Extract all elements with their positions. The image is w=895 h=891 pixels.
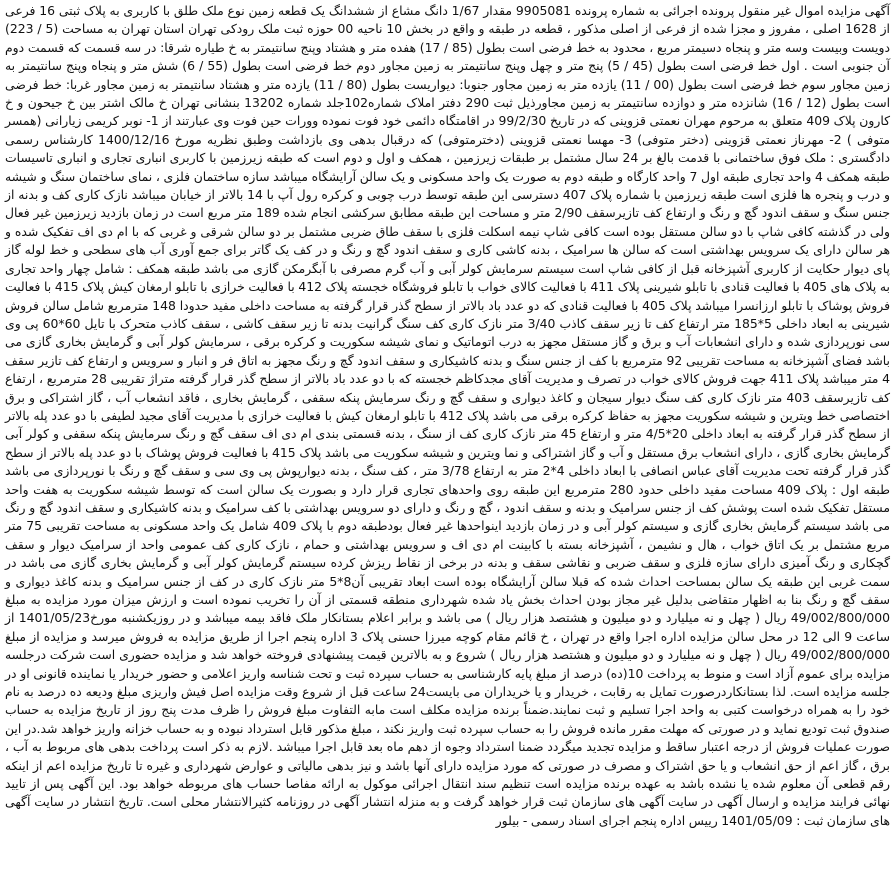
- notice-body-text: آگهی مزایده اموال غیر منقول پرونده اجرائی به شماره پرونده 9905081 مقدار 1/67 دانگ مشاع از ششدانگ یک قطعه زمین نوع ملک طلق با کاربری به پلاک ثبتی 16 فرعی از 1628 اصلی ، مفروز و مجزا شده از فرعی از اصلی مذکور ، قطعه در طبقه و واقع در بخش 10 ناحیه 00 حوزه ثبت ملک رودکی تهران استان تهران به مساحت (5 / 223) دویست وبیست وسه متر و پنجاه دسیمتر مربع ، محدود به خط فرضی است بطول (85 / 17) هفده متر و هشتاد وپنج سانتیمتر به خ طیاره شرقا: در سه قسمت که قسمت دوم آن جنوبی است . اول خط فرضی است بطول (45 / 5) پنج متر و چهل وپنج سانتیمتر به زمین مجاور دوم خط فرضی است بطول (55 / 6) شش متر و پنجاه وپنج سانتیمتر به زمین مجاور سوم خط فرضی است بطول (00 / 11) یازده متر به زمین مجاور جنوبا: دیواریست بطول (80 / 11) یازده متر و هشتاد سانتیمتر به زمین مجاور غربا: خط فرضی است بطول (12 / 16) شانزده متر و دوازده سانتیمتر به زمین مجاورذیل ثبت 290 دفتر املاک شماره102جلد شماره 13202 بنشانی تهران خ مالک اشتر بین خ جیحون و خ کارون پلاک 409 متعلق به مرحوم مهران نعمتی قزوینی که در تاریخ 99/2/30 در اقامتگاه دائمی خود فوت نموده وورات حین فوت وی عبارتند از 1- نوبر کریمی زیارانی (همسر متوفی ) 2- مهرناز نعمتی قزوینی (دختر متوفی) 3- مهسا نعمتی قزوینی (دخترمتوفی) که درقبال بدهی وی بازداشت وطبق نظریه مورخ 1400/12/16 کارشناس رسمی دادگستری : ملک فوق ساختمانی با قدمت بالغ بر 24 سال مشتمل بر طبقات زیرزمین ، همکف و اول و دوم است که طبقه زیرزمین با کاربری انباری تجاری و انباری تاسیسات طبقه همکف 4 واحد تجاری طبقه اول 7 واحد کارگاه و طبقه دوم به صورت یک واحد مسکونی و یک سالن آرایشگاه میباشد سازه ساختمان فلزی ، نمای ساختمان سنگ و شیشه و درب و پنجره ها فلزی است طبقه زیرزمین با شماره پلاک 407 دسترسی این طبقه توسط درب چوبی و کرکره رول آپ با 14 بالاتر از خیابان میباشد نازک کاری کف و بدنه از جنس سنگ و سقف اندود گچ و رنگ و ارتفاع کف تازیرسقف 2/90 متر و مساحت این طبقه مطابق سرکشی انجام شده 189 متر مربع است در زمان بازدید زیرزمین غیر فعال ولی در گذشته کافی شاپ با دو سالن مستقل بوده است کافی شاپ نیمه اسکلت فلزی با سقف طاق ضربی مشتمل بر دو سالن شرقی و غربی که با ام دی اف تفکیک شده و هر سالن دارای یک سرویس بهداشتی است که سالن ها سرامیک ، بدنه کاشی کاری و سقف اندود گچ و رنگ و در کف یک گاتر برای جمع آوری آب های سطحی و خط لوله گاز پای دیوار حکایت از کاربری آشپزخانه قبل از کافی شاپ است سیستم سرمایش کولر آبی و آب گرم مصرفی با آبگرمکن گازی می باشد طبقه همکف : شامل چهار واحد تجاری به پلاک های 405 با فعالیت قنادی با تابلو شیرینی پلاک 411 با فعالیت کالای خواب با تابلو فروشگاه خجسته پلاک 412 با فعالیت خرازی با تابلو ارمغان کیش پلاک 415 با فعالیت فروش پوشاک با تابلو ارزانسرا میباشد پلاک 405 با فعالیت قنادی که دو عدد باد بالاتر از سطح گذر قرار گرفته به مساحت داخلی مفید حدودا 148 مترمربع شامل سالن فروش شیرینی به ابعاد داخلی 5*185 متر ارتفاع کف تا زیر سقف کاذب 3/40 متر نازک کاری کف سنگ گرانیت بدنه تا زیر سقف کاشی ، سقف کاذب متحرک با تایل 60*60 پی وی سی نورپردازی شده و دارای انشعابات آب و برق و گاز مستقل مجهز به درب اتوماتیک و نمای شیشه سکوریت و کرکره برقی ، سرمایش کولر آبی و گرمایش بخاری گازی می باشد فضای آشپزخانه به مساحت تقریبی 92 مترمربع با کف از جنس سنگ و بدنه کاشیکاری و سقف اندود گچ و رنگ مجهز به اتاق فر و انبار و سرویس و ارتفاع کف تازیر سقف 4 متر میباشد پلاک 411 جهت فروش کالای خواب در تصرف و مدیریت آقای مجدکاظم خجسته که با دو عدد باد بالاتر از سطح گذر قرار گرفته متراژ تقریبی 28 مترمربع ، ارتفاع کف تازیرسقف 403 متر نازک کاری کف سنگ دیوار سیجان و کاغذ دیواری و سقف گچ و رنگ سرمایش پنکه سقفی ، گرمایش بخاری ، فاقد انشعاب آب ، گاز اشتراکی و برق اختصاصی خط ویترین و شیشه سکوریت مجهز به حفاظ کرکره برقی می باشد پلاک 412 با تابلو ارمغان کیش با فعالیت خرازی با مدیریت آقای مجید لطیفی با دو عدد پله بالاتر از سطح گذر قرار گرفته به ابعاد داخلی 20*4/5 متر و ارتفاع 45 متر نازک کاری کف از سنگ ، بدنه قسمتی بندی ام دی اف سقف گچ و رنگ سرمایش پنکه سقفی و کولر آبی گرمایش بخاری گازی ، دارای انشعاب برق مستقل و آب و گاز اشتراکی و نما ویترین و شیشه سکوریت می باشد پلاک 415 با فعالیت فروش پوشاک با دو عدد پله بالاتر از سطح گذر قرار گرفته تحت مدیریت آقای عباس انصافی با ابعاد داخلی 4*2 متر به ارتفاع 3/78 متر ، کف سنگ ، بدنه دیوارپوش پی وی سی و سقف گچ و رنگ با نورپردازی می باشد طبقه اول : پلاک 409 مساحت مفید داخلی حدود 280 مترمربع این طبقه روی واحدهای تجاری قرار دارد و بصورت یک سالن است که توسط شیشه سکوریت به هفت واحد مستقل تفکیک شده است پوشش کف از جنس سرامیک و بدنه و سقف اندود ، گچ و رنگ و دارای دو سرویس بهداشتی با کف سرامیک و بدنه کاشیکاری و سقف اندود گچ و رنگ می باشد سیستم گرمایش بخاری گازی و سیستم کولر آبی و در زمان بازدید اینواحدها غیر فعال بودطبقه دوم با پلاک 409 شامل یک واحد مسکونی به مساحت تقریبی 75 متر مربع مشتمل بر یک اتاق خواب ، هال و نشیمن ، آشپزخانه بسته با کابینت ام دی اف و سرویس بهداشتی و حمام ، نازک کاری کف عمومی واحد از سرامیک دیوار و سقف گچکاری و رنگ آمیزی دارای سازه فلزی و سقف ضربی و نقاشی سقف و بدنه در برخی از نقاط ریزش کرده سیستم گرمایش کولر آبی و گرمایش بخاری گازی می باشد در سمت غربی این طبقه یک سالن بمساحت احداث شده که قبلا سالن آرایشگاه بوده است ابعاد تقریبی آن8*5 متر نازک کاری در کف از جنس سرامیک و بدنه کاغذ دیواری و سقف گچ و رنگ بنا به اظهار متقاضی بدلیل غیر مجاز بودن احداث بخش یاد شده شهرداری منطقه قسمتی از آن را تخریب نموده است و ارزش میزان مورد مزایده به مبلغ 49/002/800/000 ریال ( چهل و نه میلیارد و دو میلیون و هشتصد هزار ریال ) می باشد و برابر اعلام بستانکار ملک فاقد بیمه میباشد و در روزیکشنبه مورخ1401/05/23 از ساعت 9 الی 12 در محل سالن مزایده اداره اجرا واقع در تهران ، خ قائم مقام کوچه میرزا حسنی پلاک 3 اداره پنجم اجرا از طریق مزایده به فروش میرسد و مزایده از مبلغ 49/002/800/000 ریال ( چهل و نه میلیارد و دو میلیون و هشتصد هزار ریال ) شروع و به بالاترین قیمت پیشنهادی فروخته خواهد شد و مزایده حضوری است شرکت درجلسه مزایده برای عموم آزاد است و منوط به پرداخت 10(ده) درصد از مبلغ پایه کارشناسی به حساب سپرده ثبت و تحت شناسه واریز اعلامی و حضور خریدار یا نماینده قانونی او در جلسه مزایده است. لذا بستانکاردرصورت تمایل به رقابت ، خریدار و یا خریداران می بایست24 ساعت قبل از شروع وقت مزایده اصل فیش واریزی مبلغ ودیعه ده درصد به نام خود را به همراه درخواست کتبی به واحد اجرا تسلیم و ثبت نمایند.ضمناً برنده مزایده مکلف است مابه التفاوت مبلغ فروش را ظرف مدت پنج روز از تاریخ مزایده به حساب صندوق ثبت تودیع نماید و در صورتی که مهلت مقرر مانده فروش را به حساب سپرده ثبت واریز نکند ، مبلغ مذکور قابل استرداد نبوده و به حساب خزانه واریز خواهد شد.در این صورت عملیات فروش از درجه اعتبار ساقط و مزایده تجدید میگردد ضمنا استرداد وجوه از دهم ماه بعد قابل اجرا میباشد .لازم به ذکر است پرداخت بدهی های مربوط به آب ، برق ، گاز اعم از حق انشعاب و یا حق اشتراک و مصرف در صورتی که مورد مزایده دارای آنها باشد و نیز بدهی مالیاتی و عوارض شهرداری و غیره تا تاریخ مزایده اعم از اینکه رقم قطعی آن معلوم شده یا نشده باشد به عهده برنده مزایده است تنظیم سند انتقال اجرائی موکول به ارائه مفاصا حساب های مربوطه خواهد بود. این آگهی پس از تایید نهائی فرایند مزایده و ارسال آگهی در سایت آگهی های سازمان ثبت قرار خواهد گرفت و به منزله انتشار آگهی در روزنامه کثیرالانتشار محلی است. تاریخ انتشار در سایت آگهی های سازمان ثبت : 1401/05/09 رییس اداره پنجم اجرای اسناد رسمی - بیلور: [5, 3, 891, 828]
